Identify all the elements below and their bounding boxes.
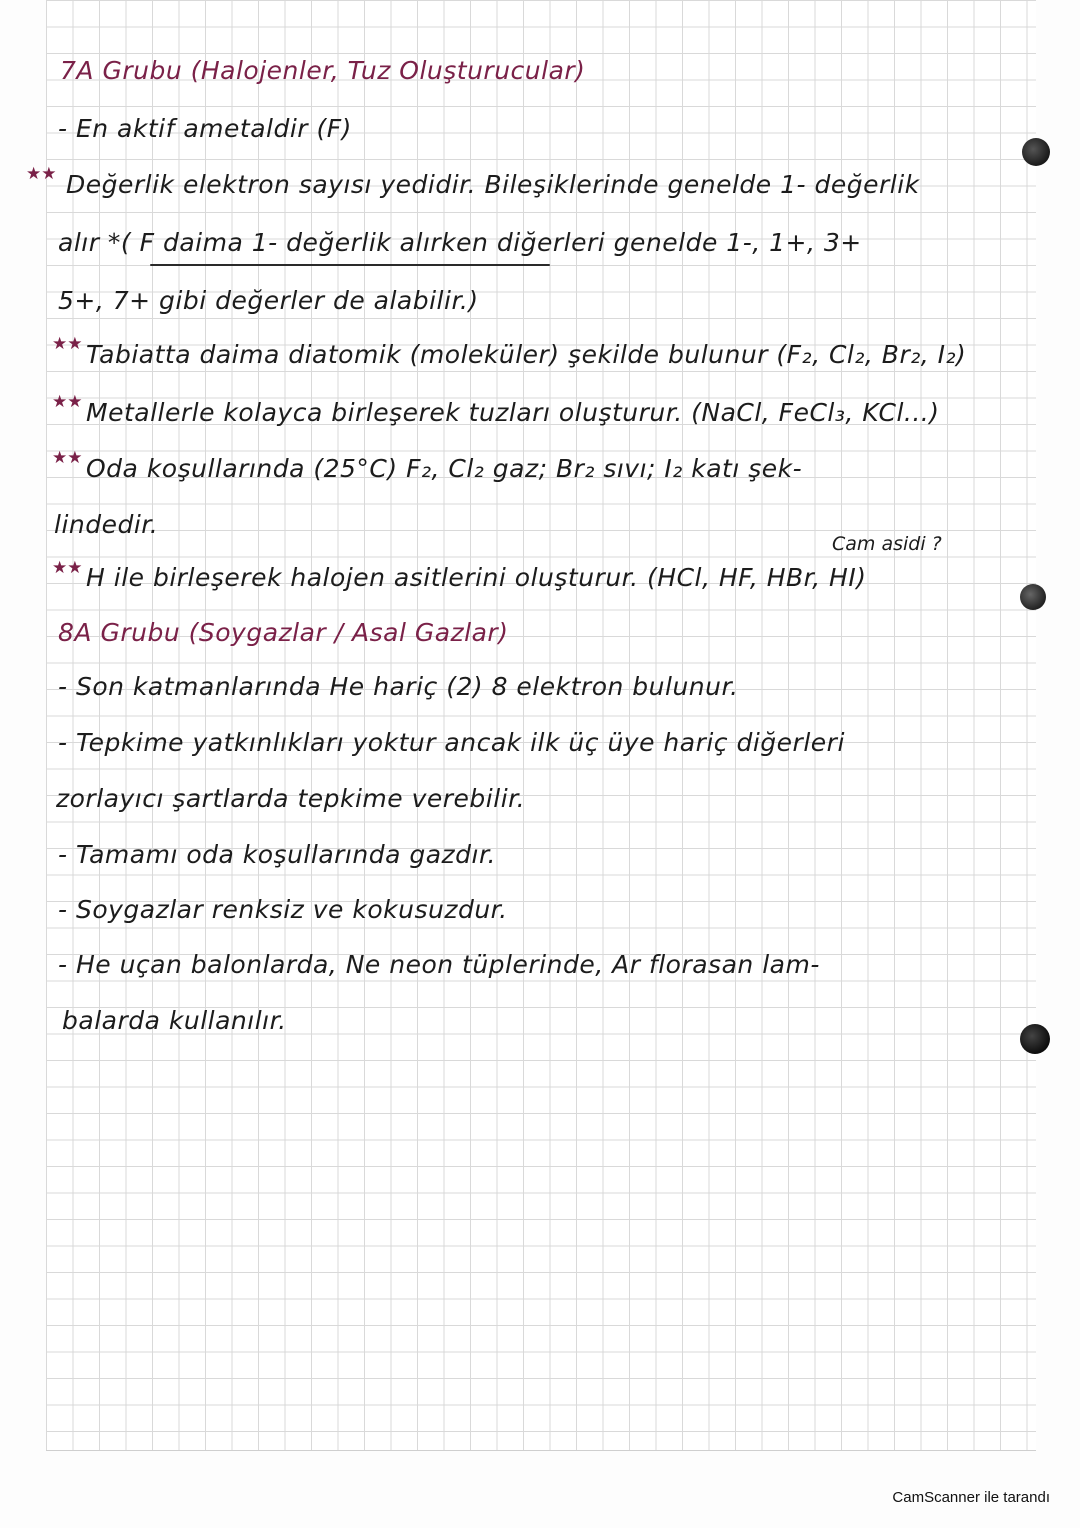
note-line: zorlayıcı şartlarda tepkime verebilir. [56,784,526,813]
note-line: - Son katmanlarında He hariç (2) 8 elektron bulunur. [58,672,739,701]
note-line: - Soygazlar renksiz ve kokusuzdur. [58,895,508,924]
scanner-watermark: CamScanner ile tarandı [892,1489,1050,1506]
star-icon: ★★ [52,334,83,354]
note-line: - En aktif ametaldir (F) [58,114,352,143]
margin-note: Cam asidi ? [832,533,942,555]
note-line: Metallerle kolayca birleşerek tuzları oluşturur. (NaCl, FeCl₃, KCl...) [86,398,940,427]
note-line: lindedir. [54,510,159,539]
note-line: - Tamamı oda koşullarında gazdır. [58,840,496,869]
star-icon: ★★ [52,558,83,578]
section-7a-heading: 7A Grubu (Halojenler, Tuz Oluşturucular) [60,56,586,85]
note-line: Değerlik elektron sayısı yedidir. Bileşiklerinde genelde 1- değerlik [66,170,920,199]
note-line: - Tepkime yatkınlıkları yoktur ancak ilk üç üye hariç diğerleri [58,728,845,757]
note-line: alır *( F daima 1- değerlik alırken diğerleri genelde 1-, 1+, 3+ [58,228,862,257]
note-line: H ile birleşerek halojen asitlerini oluşturur. (HCl, HF, HBr, HI) [86,563,867,592]
note-line: - He uçan balonlarda, Ne neon tüplerinde, Ar florasan lam- [58,950,820,979]
graph-paper [46,0,1036,1451]
note-line: Tabiatta daima diatomik (moleküler) şekilde bulunur (F₂, Cl₂, Br₂, I₂) [86,340,967,369]
star-icon: ★★ [26,164,57,184]
binder-hole-3 [1020,1024,1050,1054]
note-line: 5+, 7+ gibi değerler de alabilir.) [58,286,479,315]
binder-hole-1 [1022,138,1050,166]
note-line: Oda koşullarında (25°C) F₂, Cl₂ gaz; Br₂ sıvı; I₂ katı şek- [86,454,803,483]
section-8a-heading: 8A Grubu (Soygazlar / Asal Gazlar) [58,618,509,647]
star-icon: ★★ [52,448,83,468]
note-line: balarda kullanılır. [62,1006,287,1035]
star-icon: ★★ [52,392,83,412]
binder-hole-2 [1020,584,1046,610]
underline [150,264,550,266]
